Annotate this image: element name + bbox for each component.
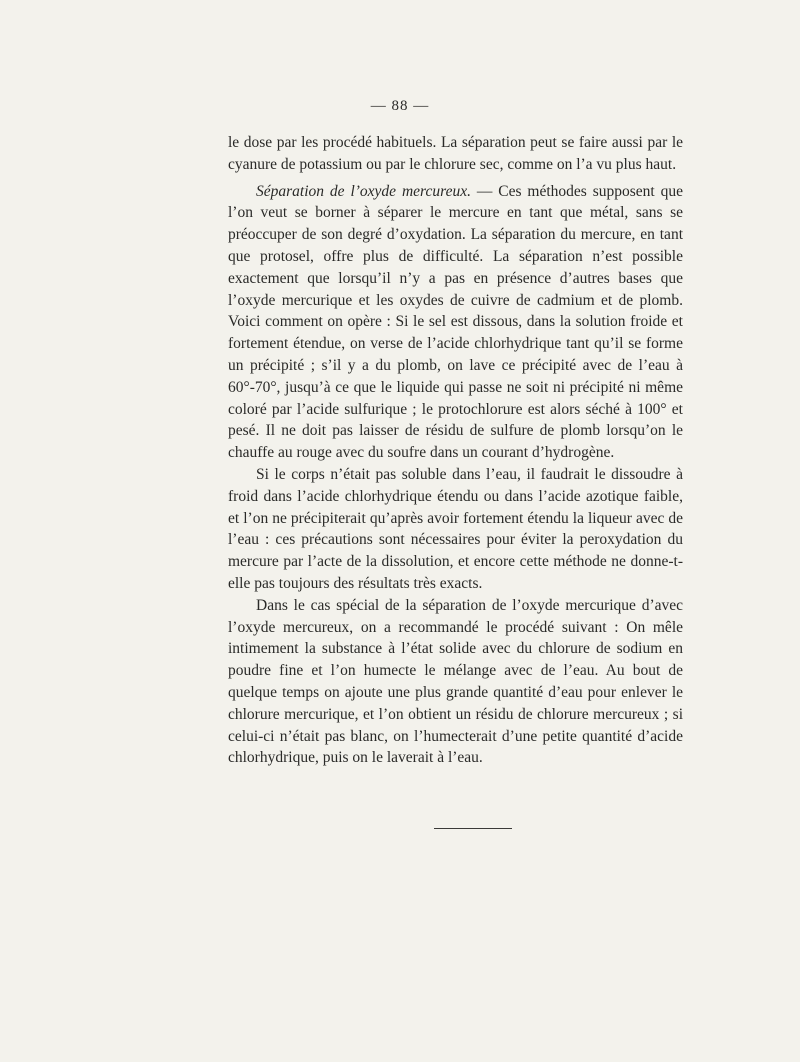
end-rule (434, 828, 512, 829)
section-heading: Séparation de l’oxyde mercureux. (256, 182, 471, 200)
page-number: — 88 — (370, 98, 430, 114)
body-text (228, 132, 683, 769)
paragraph-3: Si le corps n’était pas soluble dans l’eau, il faudrait le dissoudre à froid dans l’acide chlorhydrique étendu ou dans l’acide azotique faible, et l’on ne précipiterait qu’après avoir fortement étendu la liqueur avec de l’eau : ces précautions sont nécessaires pour éviter la peroxydation du mercure par l’acte de la dissolution, et encore cette méthode ne donne-t-elle pas toujours des résultats très exacts. (228, 465, 683, 592)
paragraph-1: le dose par les procédé habituels. La séparation peut se faire aussi par le cyanure de potassium ou par le chlorure sec, comme on l’a vu plus haut. (228, 134, 683, 173)
paragraph-2-text: — Ces méthodes supposent que l’on veut se borner à séparer le mercure en tant que métal, sans se préoccuper de son degré d’oxydation. La séparation du mercure, en tant que protosel, offre plus de difficulté. La séparation n’est possible exactement que lorsqu’il n’y a pas en présence d’autres bases que l’oxyde mercurique et les oxydes de cuivre de cadmium et de plomb. Voici comment on opère : Si le sel est dissous, dans la solution froide et fortement étendue, on verse de l’acide chlorhydrique tant qu’il se forme un précipité ; s’il y a du plomb, on lave ce précipité avec de l’eau à 60°-70°, jusqu’à ce que le liquide qui passe ne soit ni précipité ni même coloré par l’acide sulfurique ; le protochlorure est alors séché à 100° et pesé. Il ne doit pas laisser de résidu de sulfure de plomb lorsqu’on le chauffe au rouge avec du soufre dans un courant d’hydrogène. (228, 182, 683, 462)
paragraph-2 (228, 181, 683, 464)
paragraph-4: Dans le cas spécial de la séparation de l’oxyde mercurique d’avec l’oxyde mercureux, on a recommandé le procédé suivant : On mêle intimement la substance à l’état solide avec du chlorure de sodium en poudre fine et l’on humecte le mélange avec de l’eau. Au bout de quelque temps on ajoute une plus grande quantité d’eau pour enlever le chlorure mercurique, et l’on obtient un résidu de chlorure mercureux ; si celui-ci n’était pas blanc, on l’humecterait d’une petite quantité d’acide chlorhydrique, puis on le laverait à l’eau. (228, 596, 683, 767)
